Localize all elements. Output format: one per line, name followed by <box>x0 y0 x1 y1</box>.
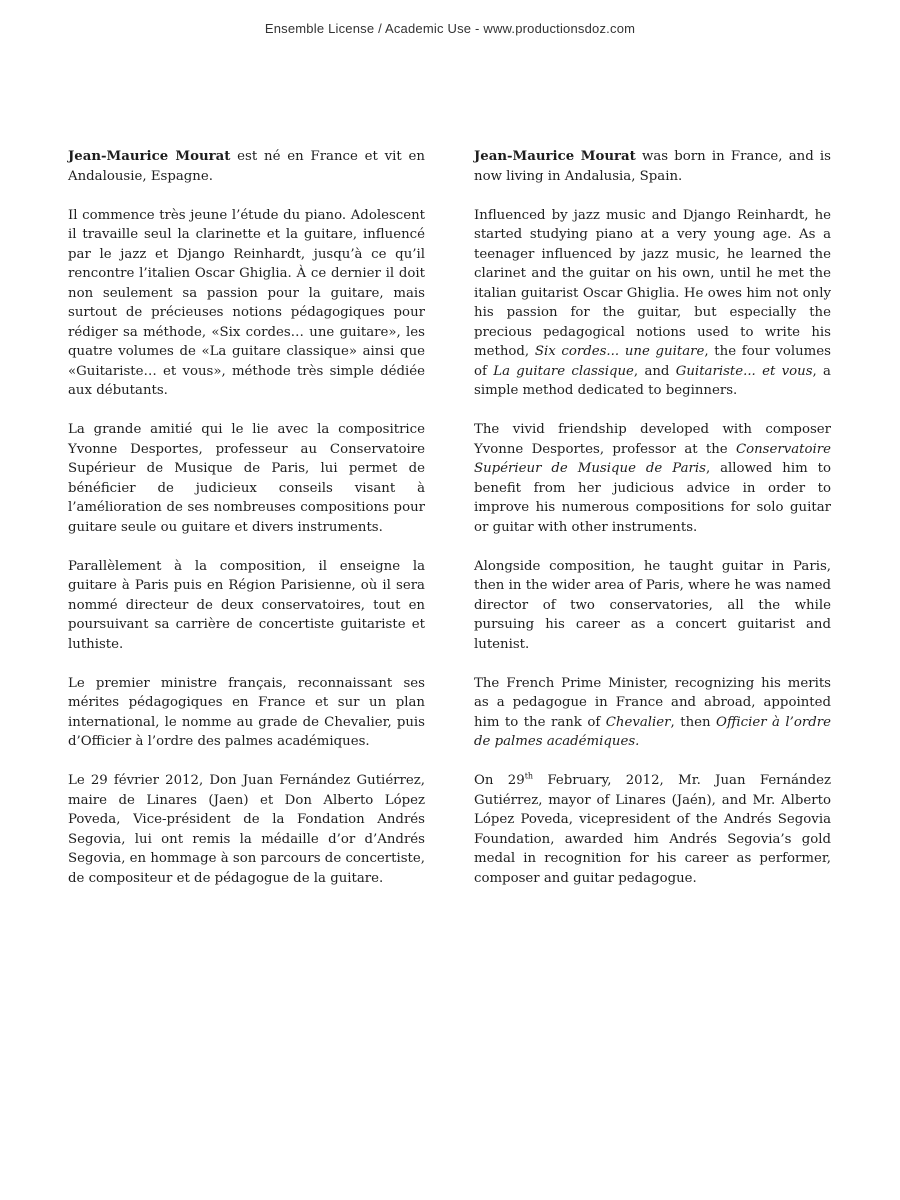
en-p2-text-c: , and <box>633 363 676 379</box>
fr-paragraph-4: Parallèlement à la composition, il enseigne la guitare à Paris puis en Région Parisienne, où il sera nommé directeur de deux conservatoires, tout en poursuivant sa carrière de concertiste guitariste et luthiste. <box>68 558 425 652</box>
en-p2-text-b: , the four volumes of <box>474 344 831 379</box>
english-column <box>474 147 831 908</box>
fr-paragraph-5: Le premier ministre français, reconnaissant ses mérites pédagogiques en France et sur un plan international, le nomme au grade de Chevalier, puis d’Officier à l’ordre des palmes académiques. <box>68 675 425 749</box>
en-p6-text-b: February, 2012, Mr. Juan Fernández Gutiérrez, mayor of Linares (Jaén), and Mr. Alberto López Poveda, vicepresident of the Andrés Segovia Foundation, awarded him Andrés Segovia’s gold medal in recognition for his career as performer, composer and guitar pedagogue. <box>474 773 831 886</box>
en-p3-text-a: The vivid friendship developed with composer Yvonne Desportes, professor at the <box>474 422 831 457</box>
fr-author-name: Jean-Maurice Mourat <box>68 149 231 164</box>
fr-paragraph-2: Il commence très jeune l’étude du piano. Adolescent il travaille seul la clarinette et la guitare, influencé par le jazz et Django Reinhardt, jusqu’à ce qu’il rencontre l’italien Oscar Ghiglia. À ce dernier il doit non seulement sa passion pour la guitare, mais surtout de précieuses notions pédagogiques pour rédiger sa méthode, «Six cordes… une guitare», les quatre volumes de «La guitare classique» ainsi que «Guitariste… et vous», méthode très simple dédiée aux débutants. <box>68 207 425 398</box>
en-p1-text: was born in France, and is now living in Andalusia, Spain. <box>474 149 831 184</box>
en-paragraph-6 <box>474 771 831 888</box>
en-p6-text-a: On 29 <box>474 773 525 788</box>
fr-paragraph-6: Le 29 février 2012, Don Juan Fernández Gutiérrez, maire de Linares (Jaen) et Don Alberto López Poveda, Vice-président de la Fondation Andrés Segovia, lui ont remis la médaille d’or d’Andrés Segovia, en hommage à son parcours de concertiste, de compositeur et de pédagogue de la guitare. <box>68 773 425 886</box>
fr-p1-text: est né en France et vit en Andalousie, Espagne. <box>68 149 425 184</box>
en-p5-text-a: The French Prime Minister, recognizing his merits as a pedagogue in France and abroad, appointed him to the rank of <box>474 675 831 730</box>
en-author-name: Jean-Maurice Mourat <box>474 149 636 164</box>
license-header: Ensemble License / Academic Use - www.productionsdoz.com <box>264 21 636 36</box>
en-p3-institution: Conservatoire Supérieur de Musique de Paris <box>474 441 831 476</box>
en-paragraph-4: Alongside composition, he taught guitar in Paris, then in the wider area of Paris, where he was named director of two conservatories, all the while pursuing his career as a concert guitarist and lutenist. <box>474 558 831 652</box>
en-p6-ordinal-suffix: th <box>524 771 534 781</box>
en-paragraph-1 <box>474 147 831 186</box>
en-paragraph-2 <box>474 206 831 401</box>
en-p2-title-3: Guitariste... et vous <box>675 363 813 379</box>
en-p2-title-2: La guitare classique <box>493 363 634 379</box>
french-column <box>68 147 425 908</box>
en-p3-text-b: , allowed him to benefit from her judicious advice in order to improve his numerous compositions for solo guitar or guitar with other instruments. <box>474 461 831 535</box>
en-p2-text-a: Influenced by jazz music and Django Reinhardt, he started studying piano at a very young age. As a teenager influenced by jazz music, he learned the clarinet and the guitar on his own, until he met the italian guitarist Oscar Ghiglia. He owes him not only his passion for the guitar, but especially the precious pedagogical notions used to write his method, <box>474 207 831 359</box>
fr-paragraph-1 <box>68 147 425 186</box>
en-p5-rank-1: Chevalier <box>605 714 671 730</box>
en-p5-text-b: , then <box>670 714 717 730</box>
en-p2-text-d: , a simple method dedicated to beginners. <box>474 363 831 398</box>
en-paragraph-3 <box>474 420 831 537</box>
en-paragraph-5 <box>474 674 831 752</box>
fr-paragraph-3: La grande amitié qui le lie avec la compositrice Yvonne Desportes, professeur au Conservatoire Supérieur de Musique de Paris, lui permet de bénéficier de judicieux conseils visant à l’amélioration de ses nombreuses compositions pour guitare seule ou guitare et divers instruments. <box>68 422 425 535</box>
en-p2-title-1: Six cordes... une guitare <box>534 344 705 359</box>
en-p5-rank-2: Officier à l’ordre de palmes académiques. <box>474 714 831 749</box>
